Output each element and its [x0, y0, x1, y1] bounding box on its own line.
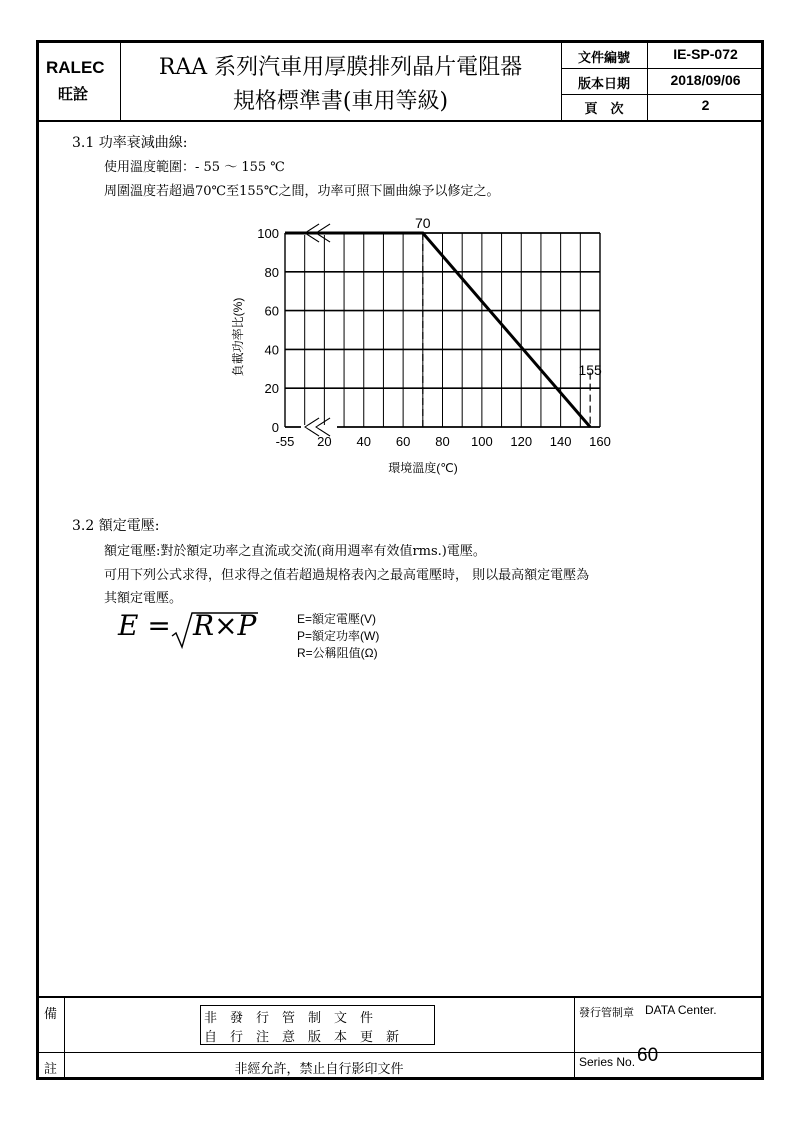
header-row-rule-2 [561, 94, 764, 95]
x-tick-label: -55 [275, 434, 295, 449]
temperature-range-text: 使用溫度範圍：- 55 ～ 155 ℃ [104, 160, 285, 175]
formula-radicand: R×P [193, 609, 257, 642]
x-tick-label: 40 [356, 434, 371, 449]
rated-voltage-formula-note: 可用下列公式求得，但求得之值若超過規格表內之最高電壓時， 則以最高額定電壓為 [104, 568, 590, 583]
rated-voltage-definition: 額定電壓:對於額定功率之直流或交流(商用週率有效值rms.)電壓。 [104, 544, 486, 559]
doc-number-value: IE-SP-072 [673, 46, 738, 62]
company-name-en: RALEC [46, 58, 105, 77]
formula-legend-e: E=額定電壓(V) [297, 612, 377, 626]
doc-number-label: 文件編號 [577, 51, 630, 66]
x-tick-label: 100 [471, 434, 493, 449]
page-number-value: 2 [701, 97, 710, 113]
y-tick-label: 100 [257, 226, 279, 241]
x-tick-label: 60 [395, 434, 411, 449]
rated-voltage-formula-note-cont: 其額定電壓。 [104, 591, 183, 606]
copy-prohibition-notice: 非經允許，禁止自行影印文件 [234, 1062, 404, 1077]
derating-curve-chart [220, 210, 620, 480]
formula-lhs: E = [118, 609, 171, 642]
section-3-1-heading: 3.1 功率衰減曲線: [72, 135, 188, 151]
uncontrolled-doc-notice: 非 發 行 管 制 文 件 [204, 1011, 374, 1026]
y-tick-label: 60 [264, 303, 279, 319]
document-title-line1: RAA 系列汽車用厚膜排列晶片電阻器 [158, 55, 523, 80]
formula-legend-r: R=公稱阻值(Ω) [297, 646, 378, 660]
issue-stamp-label: 發行管制章 [579, 1006, 634, 1019]
y-tick-label: 40 [264, 342, 279, 358]
version-date-value: 2018/09/06 [670, 72, 741, 88]
annotation-label: 70 [415, 215, 431, 231]
derating-curve-line [285, 233, 590, 427]
y-tick-label: 80 [264, 264, 279, 280]
version-update-notice: 自 行 注 意 版 本 更 新 [204, 1030, 400, 1045]
issue-stamp-value: DATA Center. [645, 1003, 717, 1017]
x-tick-label: 160 [589, 434, 611, 449]
annotation-label: 155 [578, 361, 602, 378]
x-tick-label: 120 [510, 434, 533, 449]
y-axis-label: 負載功率比(%) [231, 297, 245, 377]
version-date-label: 版本日期 [577, 77, 630, 92]
header-bottom-rule [36, 120, 764, 122]
company-name-zh: 旺詮 [58, 85, 89, 103]
y-tick-label: 20 [264, 381, 279, 397]
x-axis-label: 環境溫度(℃) [388, 461, 458, 475]
document-title-line2: 規格標準書(車用等級) [232, 89, 449, 114]
x-tick-label: 80 [435, 434, 450, 449]
y-tick-label: 0 [271, 420, 279, 435]
page-number-label: 頁 次 [584, 102, 624, 117]
series-number-value: 60 [637, 1045, 659, 1066]
remark-label-top: 備 [44, 1007, 58, 1022]
x-tick-label: 20 [317, 434, 332, 449]
remark-label-bottom: 註 [44, 1062, 58, 1077]
derating-description-text: 周圍溫度若超過70℃至155℃之間，功率可照下圖曲線予以修定之。 [104, 184, 500, 199]
footer-divider-right [574, 996, 575, 1077]
series-number-label: Series No. [579, 1055, 636, 1069]
footer-top-rule [36, 996, 764, 998]
x-tick-label: 140 [549, 434, 572, 449]
formula-legend-p: P=額定功率(W) [297, 629, 380, 643]
header-row-rule-1 [561, 68, 764, 69]
section-3-2-heading: 3.2 額定電壓: [72, 518, 160, 534]
